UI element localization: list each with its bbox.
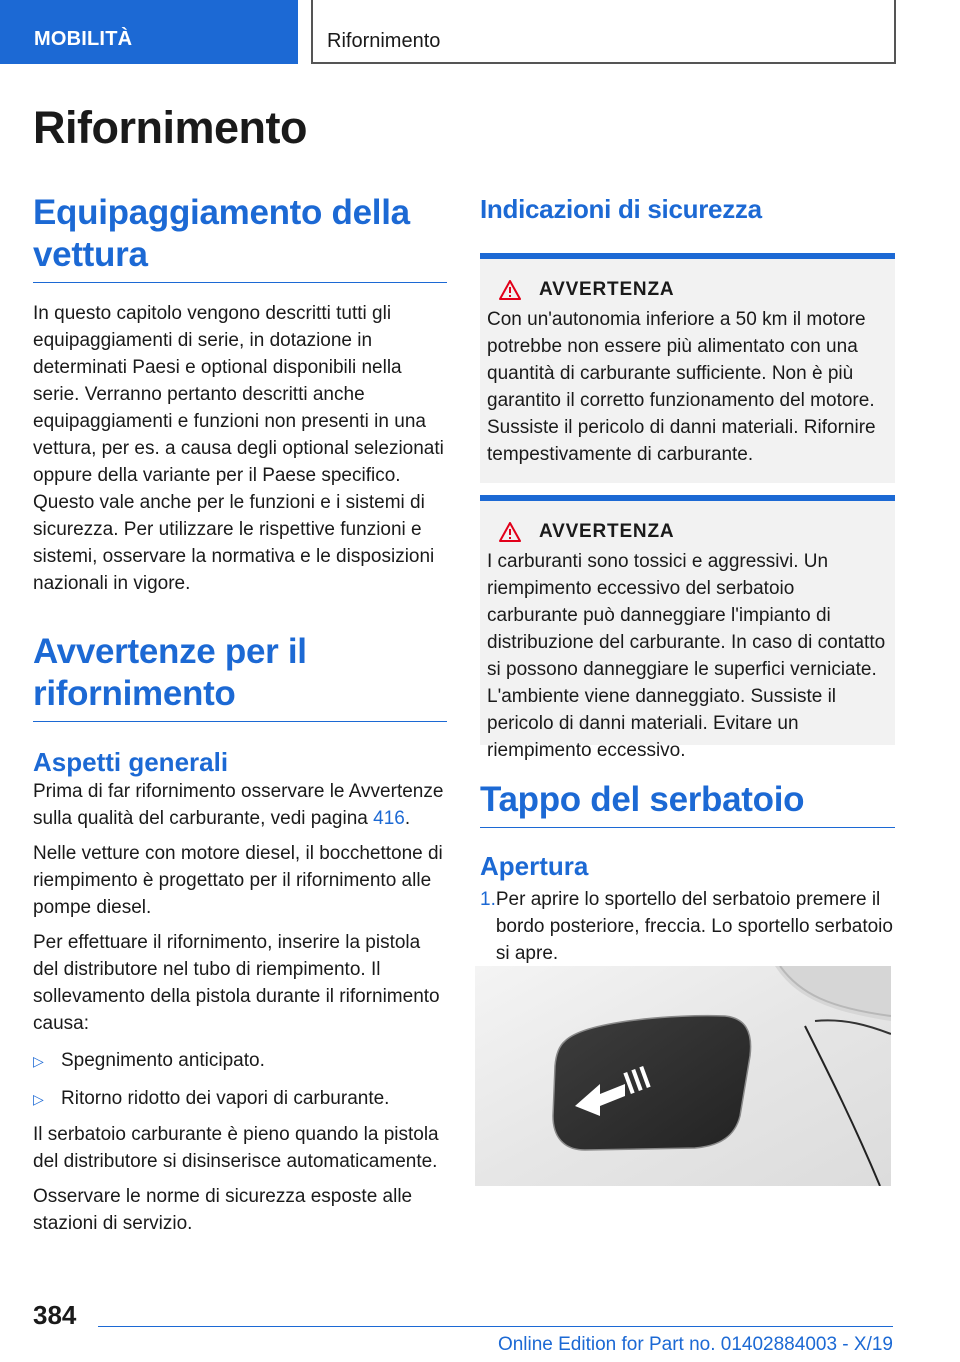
equipment-text: In questo capitolo vengono descritti tutti gli equipaggiamenti di serie, in dotazione in determinati Paesi e optional disponibili nella serie. Verranno pertanto descritti anche equipaggiamenti e funzioni non presenti in una vettura, per es. a causa degli optional selezionati oppure della variante per il Paese specifico. Questo vale anche per le funzioni e i sistemi di sicurezza. Per utilizzare le rispettive funzioni e sistemi, osservare la normativa e le disposizioni nazionali in vigore. [33, 303, 444, 594]
warning-title: AVVERTENZA [499, 279, 887, 301]
fuel-flap-illustration [475, 966, 891, 1186]
list-item [480, 886, 895, 967]
general-heading: Aspetti generali [33, 747, 229, 777]
warning-text: I carburanti sono tossici e aggressivi. Un riempimento eccessivo del serbatoio carburante può danneggiare l'impianto di distribuzione del carburante. In caso di contatto si possono danneggiare le superfici verniciate. L'ambiente viene danneggiato. Sussiste il pericolo di danni materiali. Evitare un riempimento eccessivo. [487, 551, 886, 761]
triangle-bullet-icon: ▷ [33, 1091, 44, 1107]
fuel-cap-heading: Tappo del serbatoio [480, 779, 895, 828]
general-paragraph-4: Il serbatoio carburante è pieno quando la pistola del distributore si disinserisce automaticamente. [33, 1124, 439, 1172]
right-column [480, 192, 895, 967]
list-item: ▷ Ritorno ridotto dei vapori di carburante. [33, 1085, 447, 1113]
refuel-heading: Avvertenze per il rifornimento [33, 631, 447, 722]
general-paragraph-1: Prima di far rifornimento osservare le Avvertenze sulla qualità del carburante, vedi pagina 416. [33, 781, 444, 829]
triangle-bullet-icon: ▷ [33, 1053, 44, 1069]
page-title: Rifornimento [33, 102, 307, 153]
general-paragraph-5: Osservare le norme di sicurezza esposte alle stazioni di servizio. [33, 1186, 413, 1234]
safety-heading: Indicazioni di sicurezza [480, 194, 762, 224]
general-paragraph-2: Nelle vetture con motore diesel, il bocchettone di riempimento è progettato per il rifornimento alle pompe diesel. [33, 843, 443, 918]
warning-box [480, 253, 895, 483]
equipment-heading: Equipaggiamento della vettura [33, 192, 447, 283]
warning-title: AVVERTENZA [499, 521, 887, 543]
warning-box [480, 495, 895, 761]
warning-triangle-icon [499, 522, 521, 542]
step-text: Per aprire lo sportello del serbatoio premere il bordo posteriore, freccia. Lo sportello serbatoio si apre. [495, 889, 893, 964]
page-number: 384 [33, 1300, 77, 1330]
step-number: 1. [480, 889, 496, 910]
list-item: ▷ Spegnimento anticipato. [33, 1047, 447, 1075]
page-link[interactable]: 416 [373, 808, 405, 829]
opening-heading: Apertura [480, 851, 589, 881]
left-column [33, 192, 447, 1237]
edition-note: Online Edition for Part no. 01402884003 - X/19 [497, 1334, 893, 1355]
warning-triangle-icon [499, 280, 521, 300]
footer-divider [98, 1326, 893, 1327]
section-tab[interactable]: MOBILITÀ [0, 0, 298, 64]
warning-text: Con un'autonomia inferiore a 50 km il motore potrebbe non essere più alimentato con una quantità di carburante sufficiente. Non è più garantito il corretto funzionamento del motore. Sussiste il pericolo di danni materiali. Rifornire tempestivamente di carburante. [487, 309, 876, 465]
general-paragraph-3: Per effettuare il rifornimento, inserire la pistola del distributore nel tubo di riempimento. Il sollevamento della pistola durante il rifornimento causa: [33, 932, 440, 1034]
chapter-title: Rifornimento [311, 0, 896, 64]
